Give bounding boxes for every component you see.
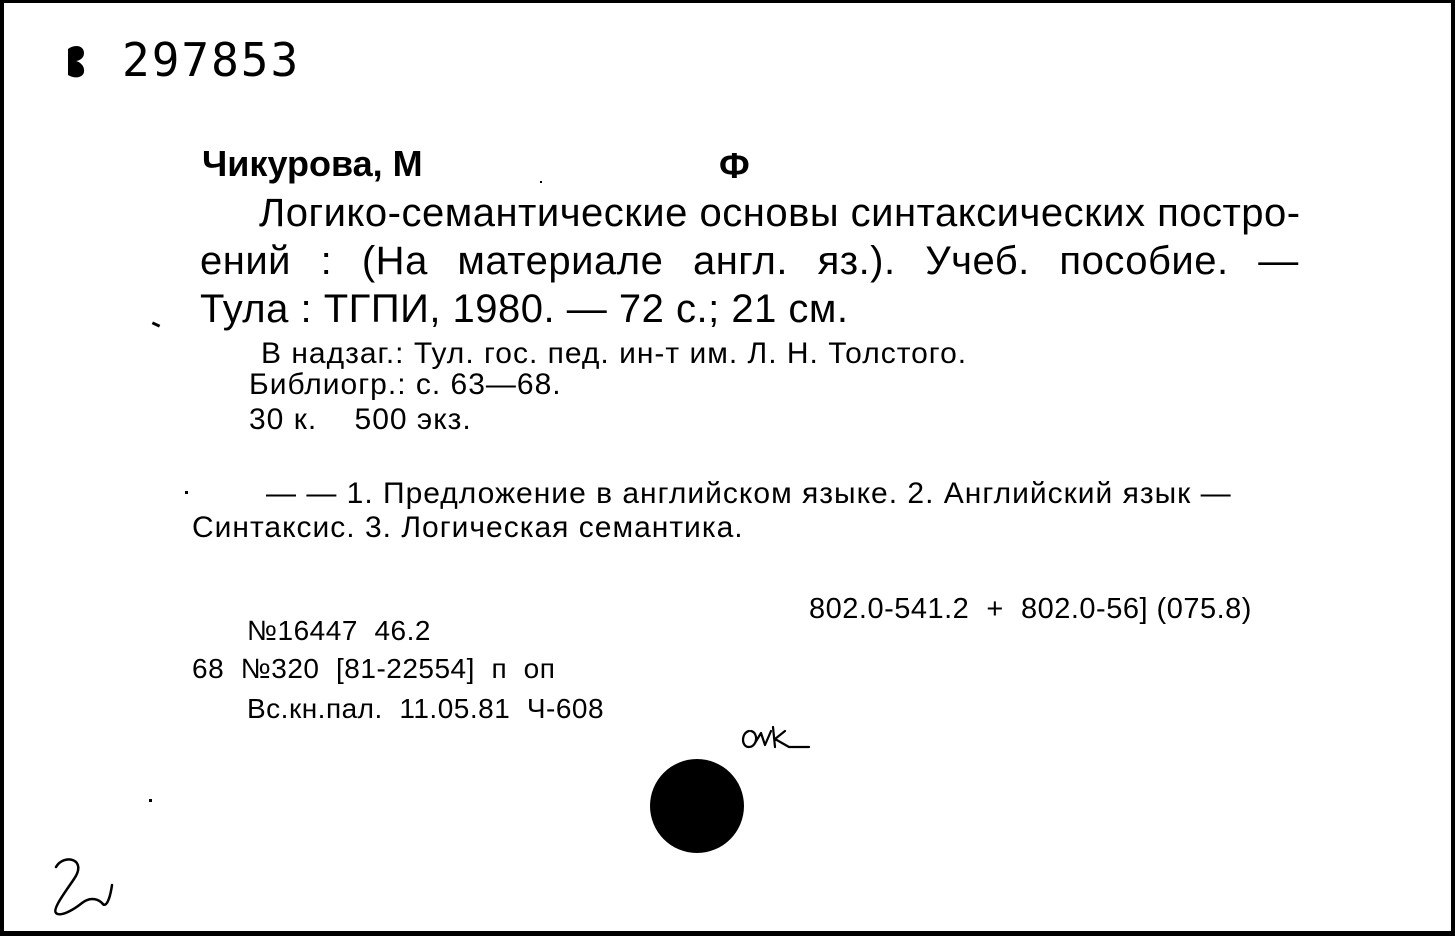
registry-line: №16447 46.2 <box>247 615 431 646</box>
card-corner-mark-icon <box>66 43 86 79</box>
handwritten-initials <box>737 717 817 757</box>
author-name: Чикурова, М <box>202 143 423 184</box>
registry-line: 68 №320 [81-22554] п оп <box>192 653 556 684</box>
title-line: Тула : ТГПИ, 1980. — 72 с.; 21 см. <box>200 287 849 331</box>
card-number: 297853 <box>122 33 301 87</box>
note-line: Библиогр.: с. 63—68. <box>249 368 562 401</box>
speck <box>540 181 542 183</box>
speck <box>149 799 152 802</box>
speck <box>185 491 188 494</box>
author-initial: Ф <box>719 145 750 186</box>
note-line: В надзаг.: Тул. гос. пед. ин-т им. Л. Н. Толстого. <box>261 337 968 370</box>
handwritten-mark <box>42 851 122 921</box>
subject-line: — — 1. Предложение в английском языке. 2. Английский язык — <box>266 477 1232 510</box>
speck <box>152 321 161 327</box>
registry-line: Вс.кн.пал. 11.05.81 Ч-608 <box>247 693 605 724</box>
title-line: ений : (На материале англ. яз.). Учеб. пособие. — <box>200 239 1299 283</box>
subject-line: Синтаксис. 3. Логическая семантика. <box>192 511 744 544</box>
note-line: 30 к. 500 экз. <box>249 403 472 436</box>
classification-code: 802.0-541.2 + 802.0-56] (075.8) <box>809 593 1252 625</box>
title-line: Логико-семантические основы синтаксических постро- <box>259 191 1301 235</box>
punch-hole <box>650 759 744 853</box>
